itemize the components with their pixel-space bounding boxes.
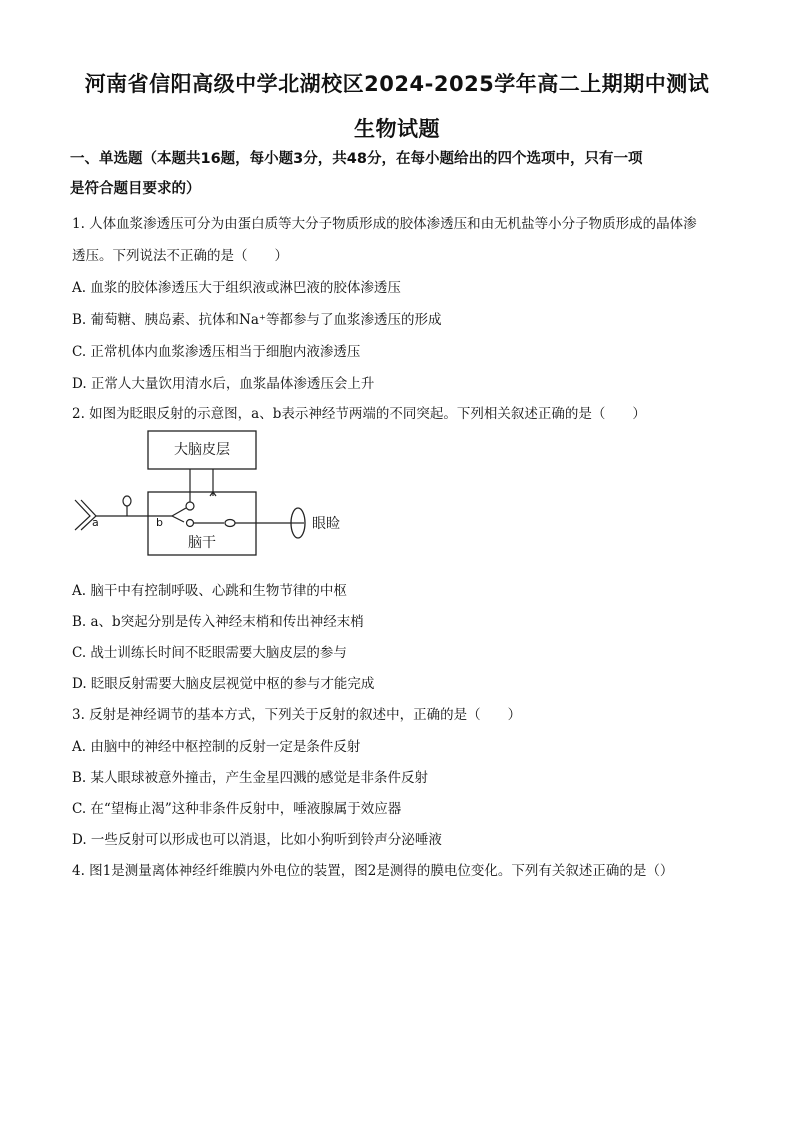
question-1-option-b: B. 葡萄糖、胰岛素、抗体和Na⁺等都参与了血浆渗透压的形成: [72, 312, 442, 328]
exam-subtitle: 生物试题: [354, 117, 440, 141]
blink-reflex-diagram: [72, 426, 372, 561]
question-3-stem-line1: 3. 反射是神经调节的基本方式，下列关于反射的叙述中，正确的是（ ）: [72, 707, 522, 723]
question-2-option-b: B. a、b突起分别是传入神经末梢和传出神经末梢: [72, 614, 364, 630]
label-a: a: [92, 516, 99, 529]
question-2-stem-line1: 2. 如图为眨眼反射的示意图，a、b表示神经节两端的不同突起。下列相关叙述正确的是（ ）: [72, 406, 646, 422]
exam-title: 河南省信阳高级中学北湖校区2024-2025学年高二上期期中测试: [84, 72, 710, 96]
question-2-option-c: C. 战士训练长时间不眨眼需要大脑皮层的参与: [72, 645, 347, 661]
question-1-option-c: C. 正常机体内血浆渗透压相当于细胞内液渗透压: [72, 344, 361, 360]
question-3-option-b: B. 某人眼球被意外撞击，产生金星四溅的感觉是非条件反射: [72, 770, 429, 786]
question-1-stem-line1: 1. 人体血浆渗透压可分为由蛋白质等大分子物质形成的胶体渗透压和由无机盐等小分子物质形成的晶体渗: [72, 216, 697, 232]
question-3-option-d: D. 一些反射可以形成也可以消退，比如小狗听到铃声分泌唾液: [72, 832, 442, 848]
question-1-option-a: A. 血浆的胶体渗透压大于组织液或淋巴液的胶体渗透压: [72, 280, 401, 296]
question-1-stem-line2: 透压。下列说法不正确的是（ ）: [72, 248, 288, 264]
section-heading-line1: 一、单选题（本题共16题，每小题3分，共48分，在每小题给出的四个选项中，只有一项: [70, 151, 643, 167]
cortex-label: 大脑皮层: [174, 442, 230, 458]
question-2-option-a: A. 脑干中有控制呼吸、心跳和生物节律的中枢: [72, 583, 347, 599]
question-2-option-d: D. 眨眼反射需要大脑皮层视觉中枢的参与才能完成: [72, 676, 375, 692]
brainstem-label: 脑干: [188, 535, 216, 551]
question-4-stem-line1: 4. 图1是测量离体神经纤维膜内外电位的装置，图2是测得的膜电位变化。下列有关叙述正确的是（）: [72, 863, 674, 879]
question-3-option-c: C. 在“望梅止渴”这种非条件反射中，唾液腺属于效应器: [72, 801, 402, 817]
question-3-option-a: A. 由脑中的神经中枢控制的反射一定是条件反射: [72, 739, 361, 755]
section-heading-line2: 是符合题目要求的）: [70, 181, 201, 197]
question-1-option-d: D. 正常人大量饮用清水后，血浆晶体渗透压会上升: [72, 376, 375, 392]
label-b: b: [156, 516, 163, 529]
eyelid-label: 眼睑: [312, 516, 340, 532]
